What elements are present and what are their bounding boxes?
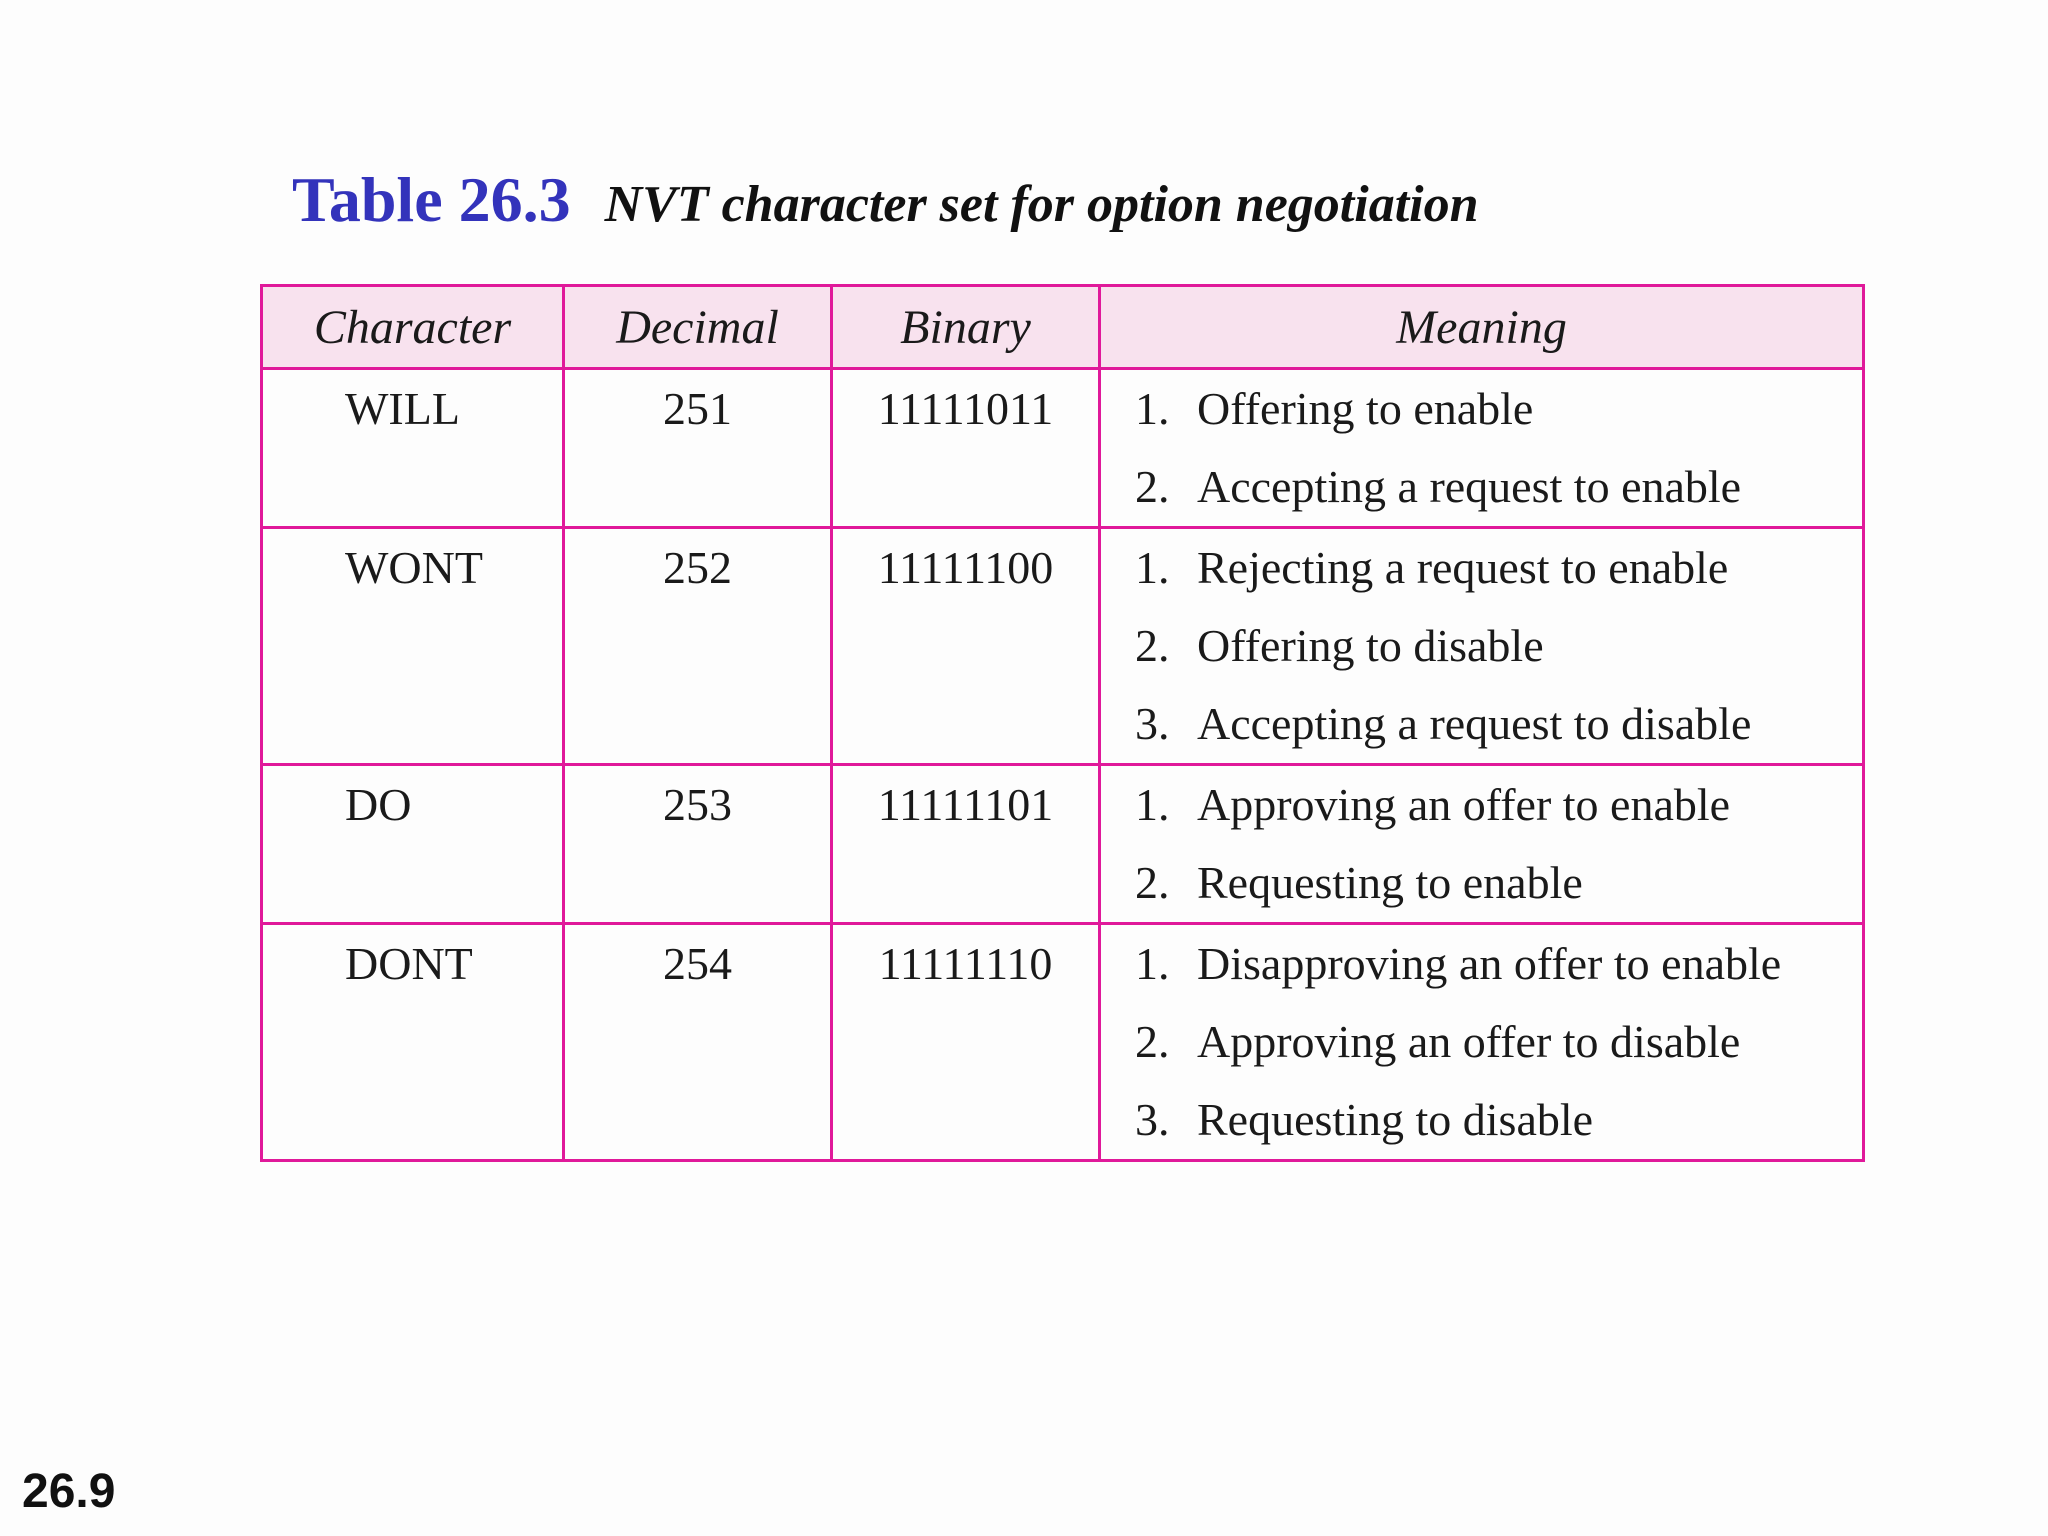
meaning-item [1135, 925, 1862, 1003]
header-character: Character [262, 286, 564, 369]
meaning-text: Requesting to enable [1197, 857, 1583, 908]
meaning-cell [1100, 924, 1864, 1161]
meaning-text: Accepting a request to disable [1197, 698, 1752, 749]
character-cell: WILL [262, 369, 564, 528]
table-title: NVT character set for option negotiation [604, 176, 1479, 233]
meaning-item [1135, 844, 1862, 922]
table-row [262, 528, 1864, 765]
meaning-text: Offering to disable [1197, 620, 1544, 671]
meaning-item [1135, 685, 1862, 763]
character-cell: DO [262, 765, 564, 924]
meaning-number: 2. [1135, 461, 1170, 512]
nvt-option-table [260, 284, 1865, 1162]
meaning-cell [1100, 528, 1864, 765]
decimal-cell: 252 [564, 528, 832, 765]
meaning-text: Approving an offer to disable [1197, 1016, 1741, 1067]
meaning-item [1135, 529, 1862, 607]
table-header-row [262, 286, 1864, 369]
meaning-number: 3. [1135, 698, 1170, 749]
meaning-text: Approving an offer to enable [1197, 779, 1731, 830]
header-binary: Binary [832, 286, 1100, 369]
meaning-number: 1. [1135, 542, 1170, 593]
meaning-text: Rejecting a request to enable [1197, 542, 1729, 593]
table-row [262, 765, 1864, 924]
decimal-cell: 253 [564, 765, 832, 924]
page-number: 26.9 [22, 1465, 116, 1518]
meaning-item [1135, 607, 1862, 685]
meaning-text: Requesting to disable [1197, 1094, 1594, 1145]
character-cell: WONT [262, 528, 564, 765]
decimal-cell: 254 [564, 924, 832, 1161]
header-meaning: Meaning [1100, 286, 1864, 369]
table-number-label: Table 26.3 [292, 164, 571, 235]
meaning-number: 2. [1135, 620, 1170, 671]
meaning-text: Accepting a request to enable [1197, 461, 1742, 512]
meaning-item [1135, 1003, 1862, 1081]
character-cell: DONT [262, 924, 564, 1161]
header-decimal: Decimal [564, 286, 832, 369]
meaning-number: 3. [1135, 1094, 1170, 1145]
table-row [262, 924, 1864, 1161]
binary-cell: 11111101 [832, 765, 1100, 924]
meaning-number: 2. [1135, 1016, 1170, 1067]
meaning-item [1135, 448, 1862, 526]
meaning-item [1135, 1081, 1862, 1159]
decimal-cell: 251 [564, 369, 832, 528]
binary-cell: 11111100 [832, 528, 1100, 765]
meaning-text: Offering to enable [1197, 383, 1534, 434]
binary-cell: 11111110 [832, 924, 1100, 1161]
meaning-number: 1. [1135, 938, 1170, 989]
meaning-item [1135, 766, 1862, 844]
meaning-number: 2. [1135, 857, 1170, 908]
table-row [262, 369, 1864, 528]
table-caption [292, 164, 1479, 235]
meaning-number: 1. [1135, 779, 1170, 830]
meaning-item [1135, 370, 1862, 448]
meaning-cell [1100, 369, 1864, 528]
meaning-text: Disapproving an offer to enable [1197, 938, 1782, 989]
meaning-number: 1. [1135, 383, 1170, 434]
binary-cell: 11111011 [832, 369, 1100, 528]
meaning-cell [1100, 765, 1864, 924]
